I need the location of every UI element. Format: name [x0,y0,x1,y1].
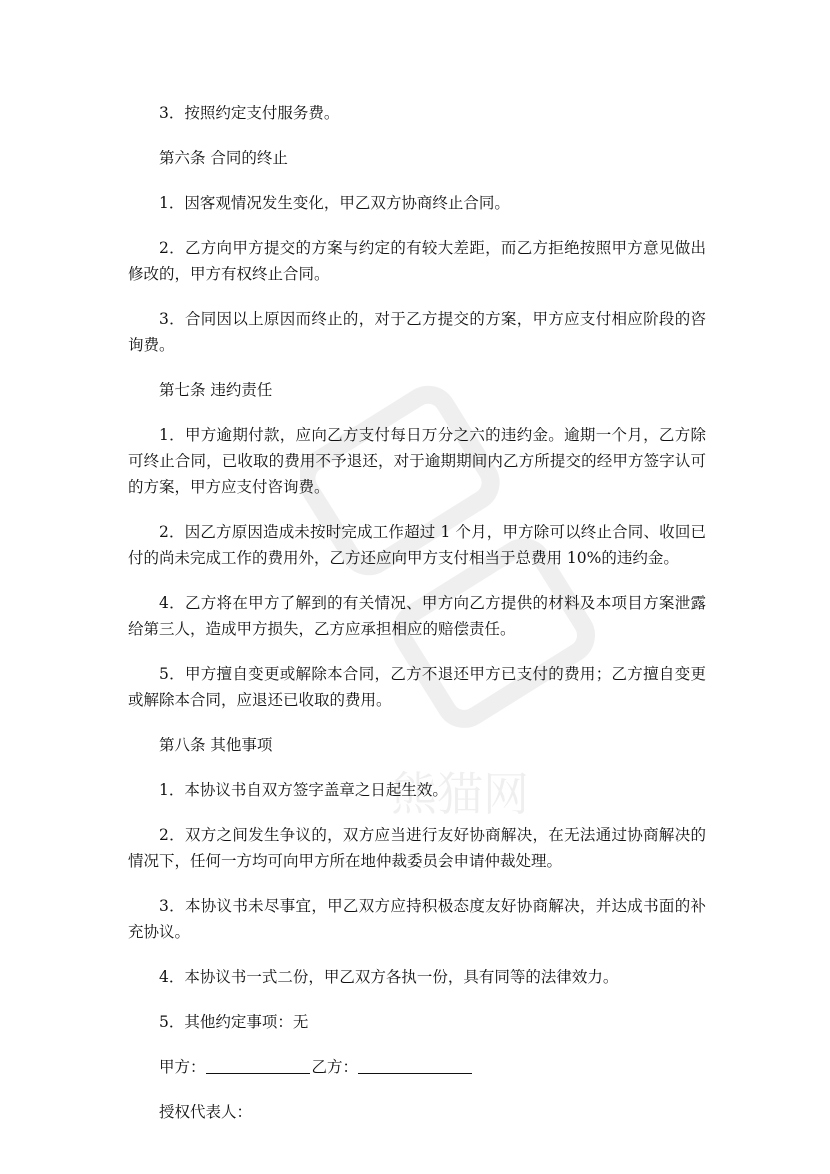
document-body [128,100,706,1144]
clause-6-item-1: 1．因客观情况发生变化，甲乙双方协商终止合同。 [159,194,510,212]
party-a-blank[interactable] [206,1054,310,1074]
watermark-text: 熊猫网 [391,767,529,821]
clause-7-item-2: 2．因乙方原因造成未按时完成工作超过 1 个月，甲方除可以终止合同、收回已付的尚未完成工作的费用外，乙方还应向甲方支付相当于总费用 10%的违约金。 [128,523,706,567]
representative-label: 授权代表人： [159,1103,253,1121]
clause-8-item-2: 2．双方之间发生争议的，双方应当进行友好协商解决，在无法通过协商解决的情况下，任何一方均可向甲方所在地仲裁委员会申请仲裁处理。 [128,826,706,870]
article-7-heading: 第七条 违约责任 [159,381,273,399]
article-6-heading: 第六条 合同的终止 [159,149,288,167]
clause-6-item-3: 3．合同因以上原因而终止的，对于乙方提交的方案，甲方应支付相应阶段的咨询费。 [128,310,706,354]
clause-8-item-5: 5．其他约定事项：无 [159,1013,309,1031]
article-8-heading: 第八条 其他事项 [159,736,273,754]
party-a-label: 甲方： [159,1058,206,1076]
clause-8-item-3: 3．本协议书未尽事宜，甲乙双方应持积极态度友好协商解决，并达成书面的补充协议。 [128,897,706,941]
clause-8-item-1: 1．本协议书自双方签字盖章之日起生效。 [159,781,448,799]
clause-7-item-4: 4．乙方将在甲方了解到的有关情况、甲方向乙方提供的材料及本项目方案泄露给第三人，造成甲方损失，乙方应承担相应的赔偿责任。 [128,594,706,638]
party-b-label: 乙方： [311,1058,359,1076]
party-b-blank[interactable] [358,1054,472,1074]
clause-5-item-3: 3．按照约定支付服务费。 [159,104,340,122]
clause-6-item-2: 2．乙方向甲方提交的方案与约定的有较大差距，而乙方拒绝按照甲方意见做出修改的，甲方有权终止合同。 [128,239,706,283]
clause-7-item-1: 1．甲方逾期付款，应向乙方支付每日万分之六的违约金。逾期一个月，乙方除可终止合同，已收取的费用不予退还，对于逾期期间内乙方所提交的经甲方签字认可的方案，甲方应支付咨询费。 [128,426,706,496]
signature-line [128,1054,706,1080]
clause-8-item-4: 4．本协议书一式二份，甲乙双方各执一份，具有同等的法律效力。 [159,968,619,986]
clause-7-item-5: 5．甲方擅自变更或解除本合同，乙方不退还甲方已支付的费用；乙方擅自变更或解除本合同，应退还已收取的费用。 [128,665,706,709]
